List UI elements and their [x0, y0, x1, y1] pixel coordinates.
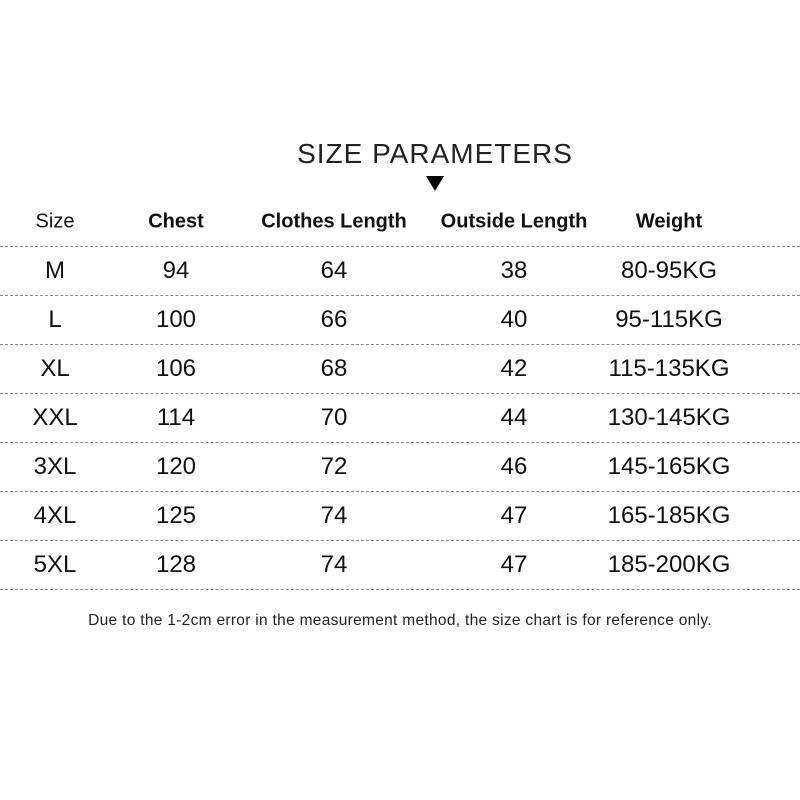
- cell-outside-length: 46: [500, 453, 528, 480]
- table-row: [0, 296, 800, 345]
- table-row: [0, 247, 800, 296]
- table-header-row: [0, 198, 800, 247]
- cell-size: XL: [40, 355, 70, 382]
- cell-clothes-length: 66: [320, 306, 348, 333]
- cell-chest: 125: [155, 502, 197, 529]
- disclaimer-note: Due to the 1-2cm error in the measurement method, the size chart is for reference only.: [88, 612, 712, 629]
- cell-chest: 94: [162, 257, 190, 284]
- cell-size: L: [48, 306, 62, 333]
- cell-outside-length: 40: [500, 306, 528, 333]
- cell-clothes-length: 74: [320, 502, 348, 529]
- header-weight: Weight: [635, 210, 703, 233]
- cell-clothes-length: 72: [320, 453, 348, 480]
- cell-size: 5XL: [33, 551, 77, 578]
- header-outside-length: Outside Length: [440, 210, 588, 233]
- cell-weight: 185-200KG: [607, 551, 731, 578]
- cell-size: 4XL: [33, 502, 77, 529]
- cell-outside-length: 47: [500, 502, 528, 529]
- cell-weight: 165-185KG: [607, 502, 731, 529]
- cell-size: XXL: [32, 404, 78, 431]
- header-size: Size: [35, 210, 75, 233]
- cell-weight: 130-145KG: [607, 404, 731, 431]
- cell-chest: 100: [155, 306, 197, 333]
- cell-outside-length: 44: [500, 404, 528, 431]
- table-row: [0, 541, 800, 590]
- cell-outside-length: 38: [500, 257, 528, 284]
- cell-clothes-length: 70: [320, 404, 348, 431]
- cell-weight: 115-135KG: [608, 355, 730, 382]
- cell-weight: 80-95KG: [620, 257, 718, 284]
- cell-chest: 120: [155, 453, 197, 480]
- cell-clothes-length: 74: [320, 551, 348, 578]
- cell-weight: 95-115KG: [615, 306, 723, 333]
- cell-clothes-length: 64: [320, 257, 348, 284]
- cell-chest: 106: [155, 355, 197, 382]
- triangle-down-icon: [426, 176, 444, 191]
- cell-weight: 145-165KG: [607, 453, 731, 480]
- table-row: [0, 492, 800, 541]
- table-row: [0, 443, 800, 492]
- header-chest: Chest: [148, 210, 204, 233]
- cell-clothes-length: 68: [320, 355, 348, 382]
- table-row: [0, 394, 800, 443]
- table-body: [0, 247, 800, 590]
- page-title: SIZE PARAMETERS: [297, 138, 573, 169]
- cell-size: M: [45, 257, 65, 284]
- size-table: [0, 198, 800, 590]
- cell-outside-length: 47: [500, 551, 528, 578]
- cell-size: 3XL: [33, 453, 77, 480]
- cell-outside-length: 42: [500, 355, 528, 382]
- cell-chest: 128: [155, 551, 197, 578]
- cell-chest: 114: [156, 404, 196, 431]
- header-clothes-length: Clothes Length: [261, 210, 407, 233]
- table-row: [0, 345, 800, 394]
